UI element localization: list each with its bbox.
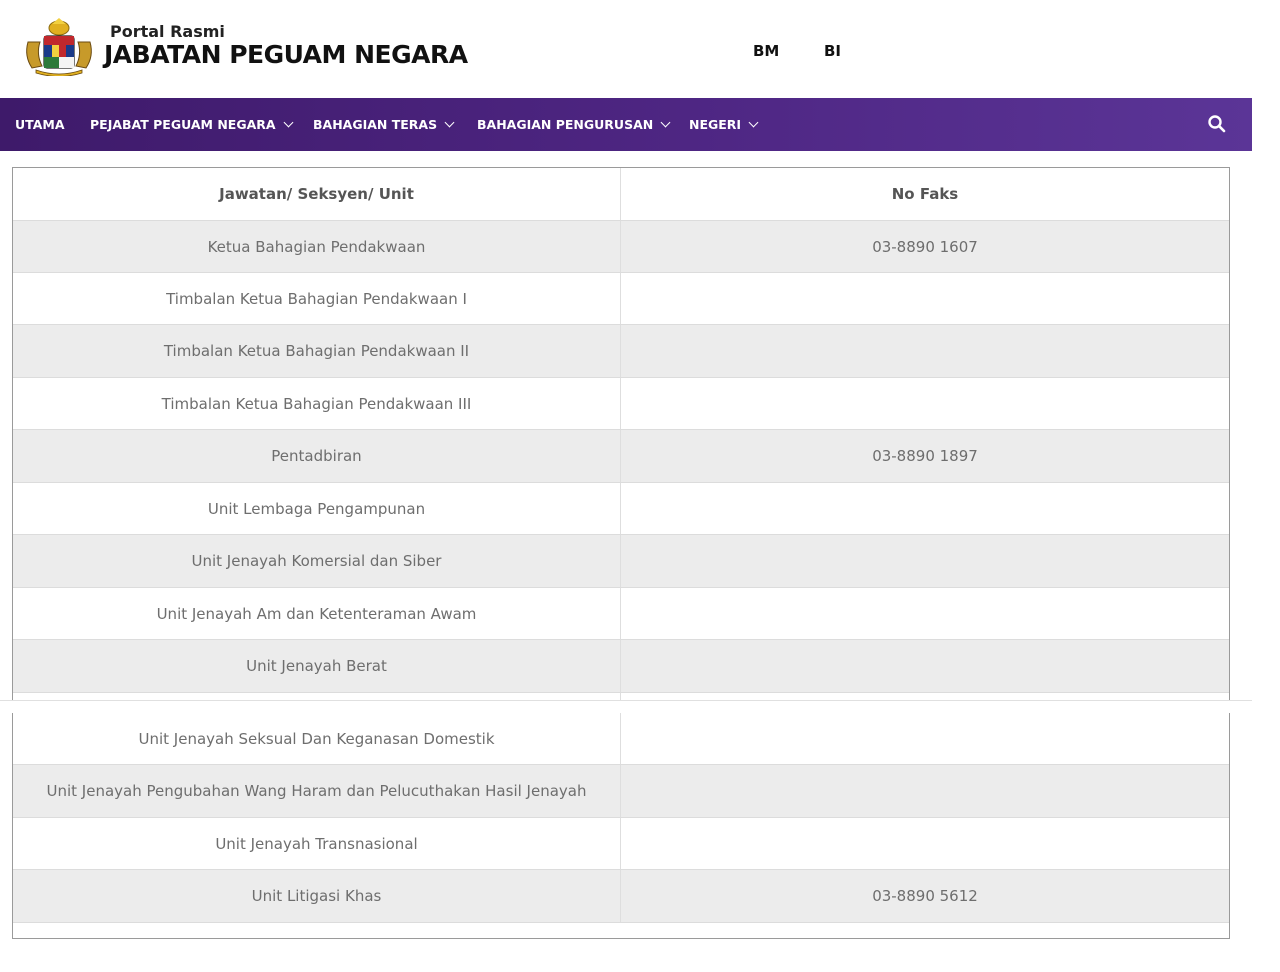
fax-cell (621, 378, 1229, 429)
table-row (13, 430, 1229, 483)
chevron-down-icon (445, 118, 455, 128)
table-row (13, 535, 1229, 588)
fax-cell (621, 483, 1229, 534)
fax-cell: 03-8890 1607 (872, 237, 978, 256)
unit-cell: Timbalan Ketua Bahagian Pendakwaan II (13, 325, 621, 377)
fax-cell (621, 765, 1229, 817)
table-row (13, 870, 1229, 923)
table-header-row (13, 168, 1229, 221)
coat-of-arms-logo[interactable] (22, 16, 96, 76)
table-row (13, 483, 1229, 535)
table-row (13, 818, 1229, 870)
unit-cell: Unit Jenayah Pengubahan Wang Haram dan Pelucuthakan Hasil Jenayah (13, 765, 621, 817)
table-row (13, 273, 1229, 325)
nav-item-label: NEGERI (689, 117, 742, 132)
language-bi-link[interactable]: BI (824, 42, 842, 60)
fax-cell (621, 818, 1229, 869)
nav-item-pejabat-peguam-negara[interactable] (90, 98, 292, 151)
language-bm-link[interactable]: BM (753, 42, 780, 60)
chevron-down-icon (661, 118, 671, 128)
main-navigation (0, 98, 1252, 151)
table-row (13, 765, 1229, 818)
chevron-down-icon (283, 118, 293, 128)
fax-cell (621, 273, 1229, 324)
unit-cell: Unit Jenayah Seksual Dan Keganasan Domestik (13, 713, 621, 764)
unit-cell: Unit Lembaga Pengampunan (13, 483, 621, 534)
column-header-unit: Jawatan/ Seksyen/ Unit (13, 168, 621, 220)
screenshot-seam-divider (0, 700, 1252, 713)
nav-item-negeri[interactable] (689, 98, 757, 151)
unit-cell: Timbalan Ketua Bahagian Pendakwaan III (13, 378, 621, 429)
nav-item-label: PEJABAT PEGUAM NEGARA (90, 117, 276, 132)
unit-cell: Unit Jenayah Am dan Ketenteraman Awam (13, 588, 621, 639)
table-row (13, 325, 1229, 378)
nav-item-label: BAHAGIAN TERAS (313, 117, 438, 132)
unit-cell: Ketua Bahagian Pendakwaan (13, 221, 621, 272)
unit-cell: Timbalan Ketua Bahagian Pendakwaan I (13, 273, 621, 324)
table-row (13, 588, 1229, 640)
table-row (13, 640, 1229, 693)
unit-cell: Unit Jenayah Komersial dan Siber (13, 535, 621, 587)
unit-cell: Unit Litigasi Khas (13, 870, 621, 922)
fax-cell (621, 325, 1229, 377)
table-row (13, 378, 1229, 430)
nav-item-bahagian-pengurusan[interactable] (477, 98, 669, 151)
search-icon[interactable] (1207, 114, 1227, 134)
portal-label: Portal Rasmi (110, 22, 225, 41)
site-header (0, 0, 1280, 98)
fax-cell (621, 588, 1229, 639)
unit-cell: Unit Jenayah Transnasional (13, 818, 621, 869)
fax-cell: 03-8890 1897 (872, 447, 978, 465)
department-title[interactable]: JABATAN PEGUAM NEGARA (104, 40, 468, 69)
unit-cell: Pentadbiran (13, 430, 621, 482)
table-row (13, 713, 1229, 765)
fax-cell (621, 535, 1229, 587)
nav-item-label: BAHAGIAN PENGURUSAN (477, 117, 654, 132)
fax-cell (621, 640, 1229, 692)
fax-cell (621, 713, 1229, 764)
fax-directory-table (12, 167, 1230, 939)
nav-item-label: UTAMA (15, 117, 65, 132)
unit-cell: Unit Jenayah Berat (13, 640, 621, 692)
nav-item-bahagian-teras[interactable] (313, 98, 453, 151)
column-header-fax: No Faks (891, 185, 959, 203)
nav-item-utama[interactable] (15, 98, 65, 151)
fax-cell: 03-8890 5612 (872, 887, 978, 905)
table-row (13, 221, 1229, 273)
chevron-down-icon (749, 118, 759, 128)
